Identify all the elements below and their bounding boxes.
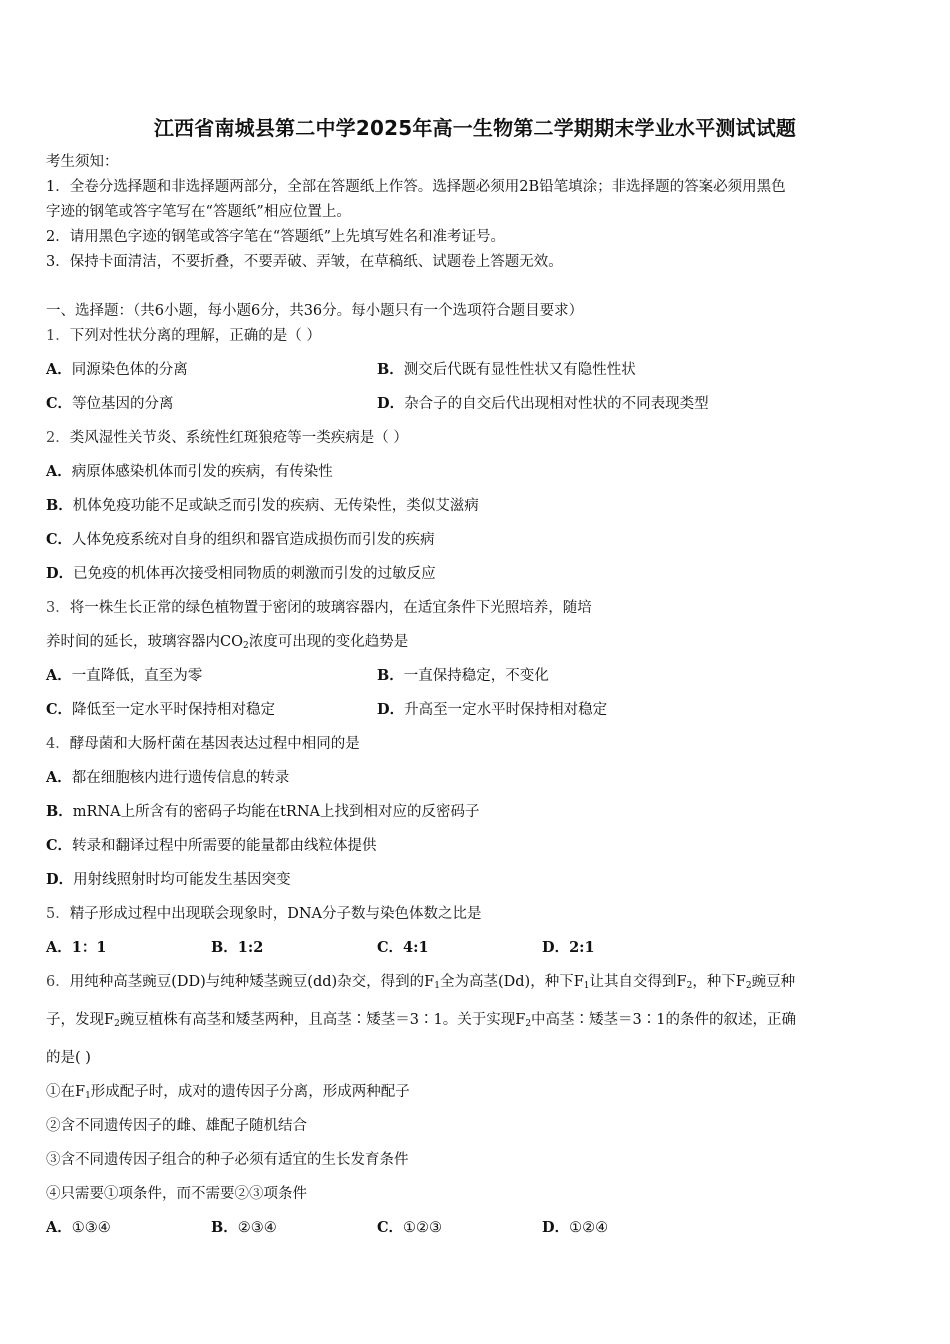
question-6-stem xyxy=(46,973,795,991)
q3-option-a[interactable] xyxy=(46,667,202,685)
option-text: 同源染色体的分离 xyxy=(71,362,188,378)
option-label: C． xyxy=(46,701,73,718)
question-text: 下列对性状分离的理解，正确的是（ ） xyxy=(69,328,321,344)
subscript: 2 xyxy=(525,1019,532,1029)
question-text: 养时间的延长，玻璃容器内CO xyxy=(46,634,243,650)
option-label: C． xyxy=(46,531,73,548)
option-text: 用射线照射时均可能发生基因突变 xyxy=(73,872,291,888)
q3-option-b[interactable] xyxy=(377,667,549,685)
q1-option-c[interactable] xyxy=(46,395,174,413)
option-text: 等位基因的分离 xyxy=(72,396,174,412)
question-2-stem xyxy=(46,429,408,447)
question-3-stem xyxy=(46,599,592,617)
q6-statement-1 xyxy=(46,1083,410,1101)
option-text: 病原体感染机体而引发的疾病，有传染性 xyxy=(71,464,333,480)
option-label: D． xyxy=(46,565,74,582)
q1-option-b[interactable] xyxy=(377,361,636,379)
q5-option-c[interactable] xyxy=(377,939,429,957)
q6-statement-4: ④只需要①项条件，而不需要②③项条件 xyxy=(46,1186,307,1202)
q3-option-c[interactable] xyxy=(46,701,275,719)
option-text: 机体免疫功能不足或缺乏而引发的疾病、无传染性，类似艾滋病 xyxy=(72,498,479,514)
question-number: 1． xyxy=(46,328,70,344)
question-3-stem-cont xyxy=(46,633,408,651)
q6-statement-2: ②含不同遗传因子的雌、雄配子随机结合 xyxy=(46,1118,307,1134)
option-text: 人体免疫系统对自身的组织和器官造成损伤而引发的疾病 xyxy=(72,532,435,548)
subscript: 1 xyxy=(434,981,440,991)
q1-option-d[interactable] xyxy=(377,395,709,413)
question-text: 将一株生长正常的绿色植物置于密闭的玻璃容器内，在适宜条件下光照培养，随培 xyxy=(69,600,592,616)
option-text: 2:1 xyxy=(569,939,595,956)
question-4-stem xyxy=(46,735,360,753)
q2-option-c[interactable] xyxy=(46,531,435,549)
option-label: C． xyxy=(46,837,73,854)
option-text: 测交后代既有显性性状又有隐性性状 xyxy=(403,362,636,378)
notice-heading: 考生须知： xyxy=(46,154,119,170)
q6-option-b[interactable] xyxy=(211,1219,277,1237)
option-label: B． xyxy=(211,1219,238,1236)
subscript: 2 xyxy=(745,981,752,991)
question-1-stem xyxy=(46,327,321,345)
option-text: 升高至一定水平时保持相对稳定 xyxy=(404,702,608,718)
option-label: A． xyxy=(46,361,72,378)
question-text: ，种下F xyxy=(692,974,746,990)
question-6-stem-end: 的是( ) xyxy=(46,1050,91,1066)
question-text: 类风湿性关节炎、系统性红斑狼疮等一类疾病是（ ） xyxy=(69,430,408,446)
option-label: D． xyxy=(377,701,405,718)
q6-option-d[interactable] xyxy=(542,1219,608,1237)
option-text: ①②③ xyxy=(403,1220,443,1236)
exam-title: 江西省南城县第二中学2025年高一生物第二学期期末学业水平测试试题 xyxy=(153,116,797,140)
question-text: 豌豆植株有高茎和矮茎两种，且高茎∶矮茎＝3∶1。关于实现F xyxy=(119,1012,526,1028)
q6-option-a[interactable] xyxy=(46,1219,111,1237)
option-label: A． xyxy=(46,1219,72,1236)
section-heading: 一、选择题：（共6小题，每小题6分，共36分。每小题只有一个选项符合题目要求） xyxy=(46,303,584,319)
option-text: ②③④ xyxy=(237,1220,277,1236)
option-label: A． xyxy=(46,463,72,480)
question-text: 中高茎∶矮茎＝3∶1的条件的叙述，正确 xyxy=(531,1012,796,1028)
subscript: 2 xyxy=(242,641,249,651)
question-text: 酵母菌和大肠杆菌在基因表达过程中相同的是 xyxy=(69,736,360,752)
q2-option-d[interactable] xyxy=(46,565,436,583)
option-label: B． xyxy=(377,361,404,378)
q3-option-d[interactable] xyxy=(377,701,607,719)
option-label: B． xyxy=(377,667,404,684)
statement-text: 形成配子时，成对的遗传因子分离，形成两种配子 xyxy=(90,1084,410,1100)
notice-item-3: 3．保持卡面清洁，不要折叠，不要弄破、弄皱，在草稿纸、试题卷上答题无效。 xyxy=(46,254,563,270)
subscript: 1 xyxy=(583,981,590,991)
q4-option-c[interactable] xyxy=(46,837,377,855)
question-text: 全为高茎(Dd)，种下F xyxy=(439,974,584,990)
option-label: D． xyxy=(542,939,570,956)
option-text: ①②④ xyxy=(569,1220,609,1236)
question-number: 3． xyxy=(46,600,70,616)
option-label: C． xyxy=(377,939,404,956)
notice-item-1b: 字迹的钢笔或答字笔写在“答题纸”相应位置上。 xyxy=(46,204,351,220)
question-5-stem xyxy=(46,905,482,923)
notice-item-2: 2．请用黑色字迹的钢笔或答字笔在“答题纸”上先填写姓名和准考证号。 xyxy=(46,229,506,245)
subscript: 2 xyxy=(114,1019,120,1029)
option-text: 降低至一定水平时保持相对稳定 xyxy=(72,702,276,718)
question-text: 让其自交得到F xyxy=(589,974,687,990)
q2-option-b[interactable] xyxy=(46,497,479,515)
option-text: 已免疫的机体再次接受相同物质的刺激而引发的过敏反应 xyxy=(73,566,436,582)
option-text: 一直保持稳定，不变化 xyxy=(403,668,549,684)
q4-option-d[interactable] xyxy=(46,871,291,889)
q1-option-a[interactable] xyxy=(46,361,188,379)
question-text: 豌豆种 xyxy=(751,974,796,990)
q4-option-b[interactable] xyxy=(46,803,480,821)
q4-option-a[interactable] xyxy=(46,769,289,787)
option-text: 1：1 xyxy=(71,939,107,956)
option-text: 转录和翻译过程中所需要的能量都由线粒体提供 xyxy=(72,838,377,854)
option-text: 1:2 xyxy=(237,939,264,956)
option-label: A． xyxy=(46,769,72,786)
option-label: D． xyxy=(542,1219,570,1236)
option-label: A． xyxy=(46,939,72,956)
question-number: 6． xyxy=(46,974,70,990)
option-label: D． xyxy=(46,871,74,888)
statement-text: ①在F xyxy=(46,1084,86,1100)
option-text: 杂合子的自交后代出现相对性状的不同表现类型 xyxy=(404,396,709,412)
question-text: 子，发现F xyxy=(46,1012,115,1028)
option-text: 都在细胞核内进行遗传信息的转录 xyxy=(71,770,290,786)
question-text: 用纯种高茎豌豆(DD)与纯种矮茎豌豆(dd)杂交，得到的F xyxy=(69,974,435,990)
option-label: B． xyxy=(46,497,73,514)
question-number: 4． xyxy=(46,736,70,752)
option-text: 4:1 xyxy=(403,939,429,956)
question-text: 浓度可出现的变化趋势是 xyxy=(248,634,409,650)
q5-option-b[interactable] xyxy=(211,939,263,957)
option-label: C． xyxy=(46,395,73,412)
option-text: mRNA上所含有的密码子均能在tRNA上找到相对应的反密码子 xyxy=(72,804,480,820)
option-label: B． xyxy=(46,803,73,820)
option-label: B． xyxy=(211,939,238,956)
subscript: 2 xyxy=(686,981,693,991)
q5-option-a[interactable] xyxy=(46,939,106,957)
question-number: 5． xyxy=(46,906,70,922)
question-number: 2． xyxy=(46,430,70,446)
option-label: C． xyxy=(377,1219,404,1236)
option-text: ①③④ xyxy=(71,1220,111,1236)
question-6-stem-cont xyxy=(46,1011,796,1029)
q6-statement-3: ③含不同遗传因子组合的种子必须有适宜的生长发育条件 xyxy=(46,1152,409,1168)
option-label: A． xyxy=(46,667,72,684)
q2-option-a[interactable] xyxy=(46,463,333,481)
q6-option-c[interactable] xyxy=(377,1219,442,1237)
option-text: 一直降低，直至为零 xyxy=(71,668,203,684)
question-text: 精子形成过程中出现联会现象时，DNA分子数与染色体数之比是 xyxy=(69,906,482,922)
notice-item-1a: 1．全卷分选择题和非选择题两部分，全部在答题纸上作答。选择题必须用2B铅笔填涂；非选择题的答案必须用黑色 xyxy=(46,179,786,195)
subscript: 1 xyxy=(85,1091,91,1101)
option-label: D． xyxy=(377,395,405,412)
q5-option-d[interactable] xyxy=(542,939,595,957)
